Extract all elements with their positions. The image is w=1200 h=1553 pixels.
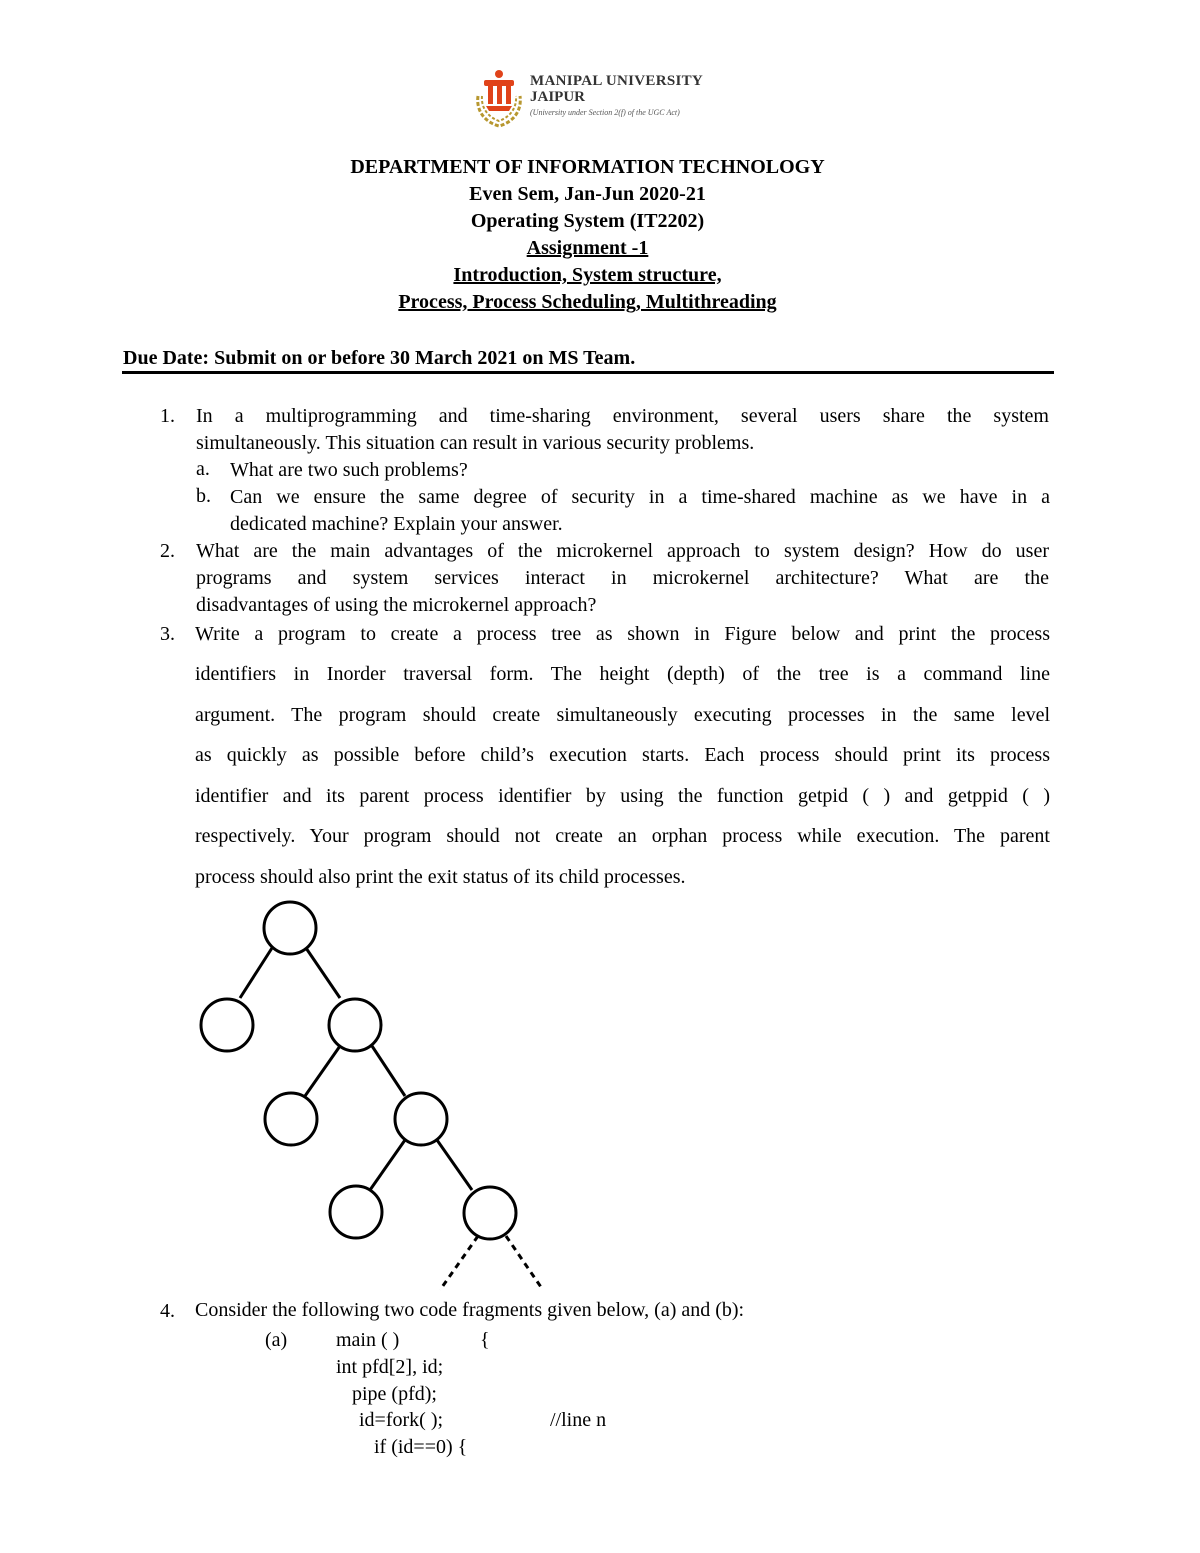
code-comment: //line n xyxy=(550,1409,607,1431)
university-seal-icon xyxy=(470,66,528,130)
q1-number: 1. xyxy=(160,405,175,427)
q3-line-6: respectively. Your program should not create an orphan process while execution. The parent xyxy=(195,825,1050,847)
q2-line-1: What are the main advantages of the microkernel approach to system design? How do user xyxy=(196,540,1049,562)
logo-name-line2: JAIPUR xyxy=(530,89,585,105)
tree-edge xyxy=(370,1140,405,1190)
q3-line-1: Write a program to create a process tree as shown in Figure below and print the process xyxy=(195,623,1050,645)
q4-number: 4. xyxy=(160,1300,175,1322)
tree-edge xyxy=(306,948,340,998)
code-open-brace: { xyxy=(480,1329,490,1351)
code-line-3: id=fork( ); xyxy=(359,1409,444,1431)
q1b-line-1: Can we ensure the same degree of security in a time-shared machine as we have in a xyxy=(230,486,1050,508)
q1a-text: What are two such problems? xyxy=(230,459,468,481)
code-line-4: if (id==0) { xyxy=(374,1436,468,1458)
header-divider xyxy=(122,371,1054,374)
tree-node xyxy=(265,1093,317,1145)
q1b-line-2: dedicated machine? Explain your answer. xyxy=(230,513,563,535)
q2-line-3: disadvantages of using the microkernel approach? xyxy=(196,594,597,616)
q1-line-1: In a multiprogramming and time-sharing environment, several users share the system xyxy=(196,405,1049,427)
q1a-label: a. xyxy=(196,458,210,480)
tree-node xyxy=(330,1186,382,1238)
q4-line-1: Consider the following two code fragments given below, (a) and (b): xyxy=(195,1299,745,1321)
logo-subtitle: (University under Section 2(f) of the UGC Act) xyxy=(530,108,680,117)
q3-line-4: as quickly as possible before child’s execution starts. Each process should print its process xyxy=(195,744,1050,766)
course-line: Operating System (IT2202) xyxy=(470,210,705,232)
semester-line: Even Sem, Jan-Jun 2020-21 xyxy=(469,183,706,205)
tree-node xyxy=(201,999,253,1051)
tree-edge xyxy=(372,1046,405,1096)
tree-edge xyxy=(240,948,272,998)
tree-edge xyxy=(305,1046,340,1096)
due-date: Due Date: Submit on or before 30 March 2021 on MS Team. xyxy=(123,347,636,369)
q2-number: 2. xyxy=(160,540,175,562)
tree-node-root xyxy=(264,902,316,954)
code-label-a: (a) xyxy=(265,1329,288,1351)
tree-node xyxy=(329,999,381,1051)
q3-number: 3. xyxy=(160,623,175,645)
tree-node xyxy=(464,1187,516,1239)
q1b-label: b. xyxy=(196,485,211,507)
q1-line-2: simultaneously. This situation can result in various security problems. xyxy=(196,432,755,454)
tree-edge-dashed xyxy=(506,1236,543,1290)
department-title: DEPARTMENT OF INFORMATION TECHNOLOGY xyxy=(350,156,825,178)
q3-line-5: identifier and its parent process identifier by using the function getpid ( ) and getppid ( ) xyxy=(195,785,1050,807)
document-header xyxy=(0,154,1175,316)
code-line-1: int pfd[2], id; xyxy=(336,1356,444,1378)
code-main: main ( ) xyxy=(336,1329,400,1351)
assignment-title: Assignment -1 xyxy=(526,237,649,259)
topics-line-2: Process, Process Scheduling, Multithreading xyxy=(398,291,777,313)
topics-line-1: Introduction, System structure, xyxy=(453,264,722,286)
code-line-2: pipe (pfd); xyxy=(352,1383,437,1405)
q3-line-3: argument. The program should create simultaneously executing processes in the same level xyxy=(195,704,1050,726)
university-logo xyxy=(470,66,710,130)
logo-name-line1: MANIPAL UNIVERSITY xyxy=(530,73,704,89)
q3-line-7: process should also print the exit status of its child processes. xyxy=(195,866,686,888)
tree-node xyxy=(395,1093,447,1145)
q2-line-2: programs and system services interact in microkernel architecture? What are the xyxy=(196,567,1049,589)
q3-line-2: identifiers in Inorder traversal form. The height (depth) of the tree is a command line xyxy=(195,663,1050,685)
tree-edge-dashed xyxy=(440,1236,478,1290)
tree-edge xyxy=(437,1140,472,1190)
process-tree-figure xyxy=(190,895,560,1295)
